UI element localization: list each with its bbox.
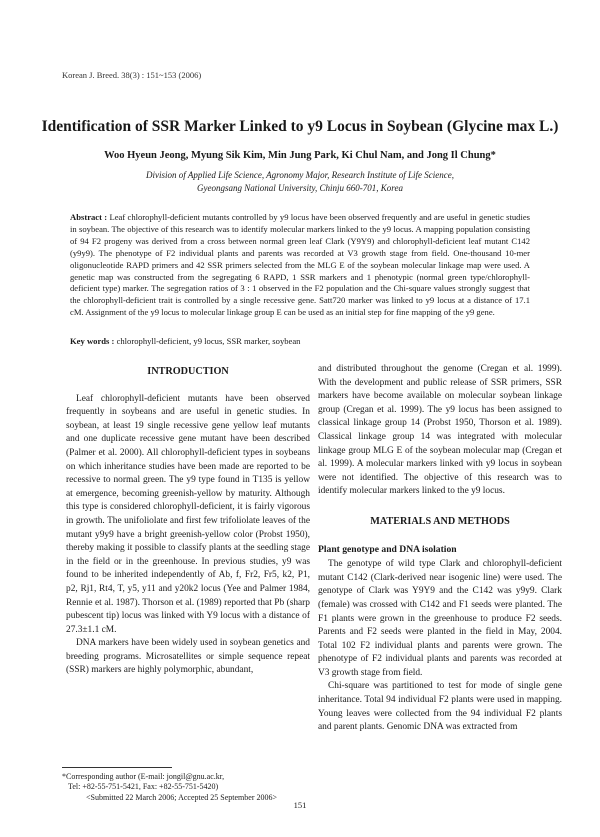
affiliation-line-1: Division of Applied Life Science, Agronomy Major, Research Institute of Life Science, <box>146 170 454 180</box>
intro-continuation: and distributed throughout the genome (Cregan et al. 1999). With the development and public release of SSR primers, SSR markers have become available on molecular soybean linkage group (Cregan et al. 1999). The y9 locus has been assigned to classical linkage group 14 (Probst 1950, Thorson et al. 1989). Classical linkage group 14 was integrated with molecular linkage group MLG E of the soybean molecular map (Cregan et al. 1999). A molecular markers linked with y9 locus in soybean were not identified. The objective of this research was to identify molecular markers linked to the y9 locus. <box>318 364 562 497</box>
page-number: 151 <box>293 800 307 810</box>
methods-paragraph-2: Chi-square was partitioned to test for mode of single gene inheritance. Total 94 individual F2 plants were used in mapping. Young leaves were collected from the 94 individual F2 plants and parent plants. Genomic DNA was extracted from <box>318 681 562 733</box>
left-column <box>66 363 310 678</box>
paper-title: Identification of SSR Marker Linked to y9 Locus in Soybean (Glycine max L.) <box>41 118 559 135</box>
author-list: Woo Hyeun Jeong, Myung Sik Kim, Min Jung Park, Ki Chul Nam, and Jong Il Chung* <box>104 150 496 161</box>
intro-paragraph-1: Leaf chlorophyll-deficient mutants have been observed frequently in soybeans and are useful in genetic studies. In soybean, at least 19 single recessive gene yellow leaf mutants and one duplicate recessive gene mutant have been described (Palmer et al. 2000). All chlorophyll-deficient types in soybeans on which inheritance studies have been made are reported to be recessive to normal green. The y9 type found in T135 is yellow at emergence, becoming greenish-yellow by maturity. Although this type is considered chlorophyll-deficient, it is fairly vigorous in growth. The unifoliolate and first few trifoliolate leaves of the mutant y9y9 have a bright greenish-yellow color (Probst 1950), thereby making it possible to classify plants at the seedling stage in the field or in the greenhouse. In previous studies, y9 was found to be inherited independently of Ab, f, Fr2, Fr5, k2, P1, p2, Rj1, Rt4, T, y5, y11 and y20k2 locus (Yee and Palmer 1984, Rennie et al. 1987). Thorson et al. (1989) reported that Pb (sharp pubescent tip) locus was linked with Y9 locus with a distance of 27.3±1.1 cM. <box>66 393 310 635</box>
abstract <box>70 212 530 319</box>
keywords-label: Key words : <box>70 336 115 346</box>
right-column <box>318 363 562 735</box>
abstract-label: Abstract : <box>70 212 108 222</box>
keywords <box>70 335 530 347</box>
abstract-text: Leaf chlorophyll-deficient mutants controlled by y9 locus have been observed frequently and are useful in genetic studies in soybean. The objective of this research was to identify molecular markers linked to the y9 locus. A mapping population consisting of 94 F2 progeny was derived from a cross between normal green leaf Clark (Y9Y9) and chlorophyll-deficient leaf mutant C142 (y9y9). The phenotype of F2 individual plants and parents was recorded at V3 growth stage from field. One-thousand 10-mer oligonucleotide RAPD primers and 42 SSR primers selected from the MLG E of the soybean molecular linkage map were used. A genetic map was constructed from the segregating 6 RAPD, 1 SSR markers and 1 phenotypic (normal green type/chlorophyll-deficient type) marker. The segregation ratios of 3 : 1 observed in the F2 population and the Chi-square values strongly suggest that the chlorophyll-deficient trait is controlled by a single recessive gene. Satt720 marker was linked to y9 locus at a distance of 17.1 cM. Assignment of the y9 locus to molecular linkage group E can be used as an initial step for fine mapping of the y9 gene. <box>70 212 531 318</box>
keywords-text: chlorophyll-deficient, y9 locus, SSR marker, soybean <box>116 336 301 346</box>
footnote-line-2: Tel: +82-55-751-5421, Fax: +82-55-751-5420) <box>68 782 219 792</box>
methods-subheading: Plant genotype and DNA isolation <box>318 543 457 555</box>
journal-reference: Korean J. Breed. 38(3) : 151~153 (2006) <box>62 70 202 80</box>
footnote-line-1: *Corresponding author (E-mail: jongil@gnu.ac.kr, <box>62 772 225 781</box>
footnote-line-3: <Submitted 22 March 2006; Accepted 25 September 2006> <box>86 792 277 802</box>
affiliation <box>40 169 560 195</box>
methods-heading: MATERIALS AND METHODS <box>370 515 510 527</box>
affiliation-line-2: Gyeongsang National University, Chinju 660-701, Korea <box>197 183 403 193</box>
introduction-heading: INTRODUCTION <box>147 366 229 377</box>
methods-paragraph-1: The genotype of wild type Clark and chlorophyll-deficient mutant C142 (Clark-derived near isogenic line) were used. The genotype of Clark was Y9Y9 and the C142 was y9y9. Clark (female) was crossed with C142 and F1 seeds were planted. The F1 plants were grown in the greenhouse to produce F2 seeds. Parents and F2 seeds were planted in the field in May, 2004. Total 102 F2 individual plants and parents were grown. The phenotype of F2 individual plants and parents was recorded at V3 growth stage from field. <box>318 559 562 678</box>
footnote-rule <box>62 767 172 768</box>
footnote <box>62 772 314 803</box>
intro-paragraph-2: DNA markers have been widely used in soybean genetics and breeding programs. Microsatellites or simple sequence repeat (SSR) markers are highly polymorphic, abundant, <box>66 638 310 676</box>
